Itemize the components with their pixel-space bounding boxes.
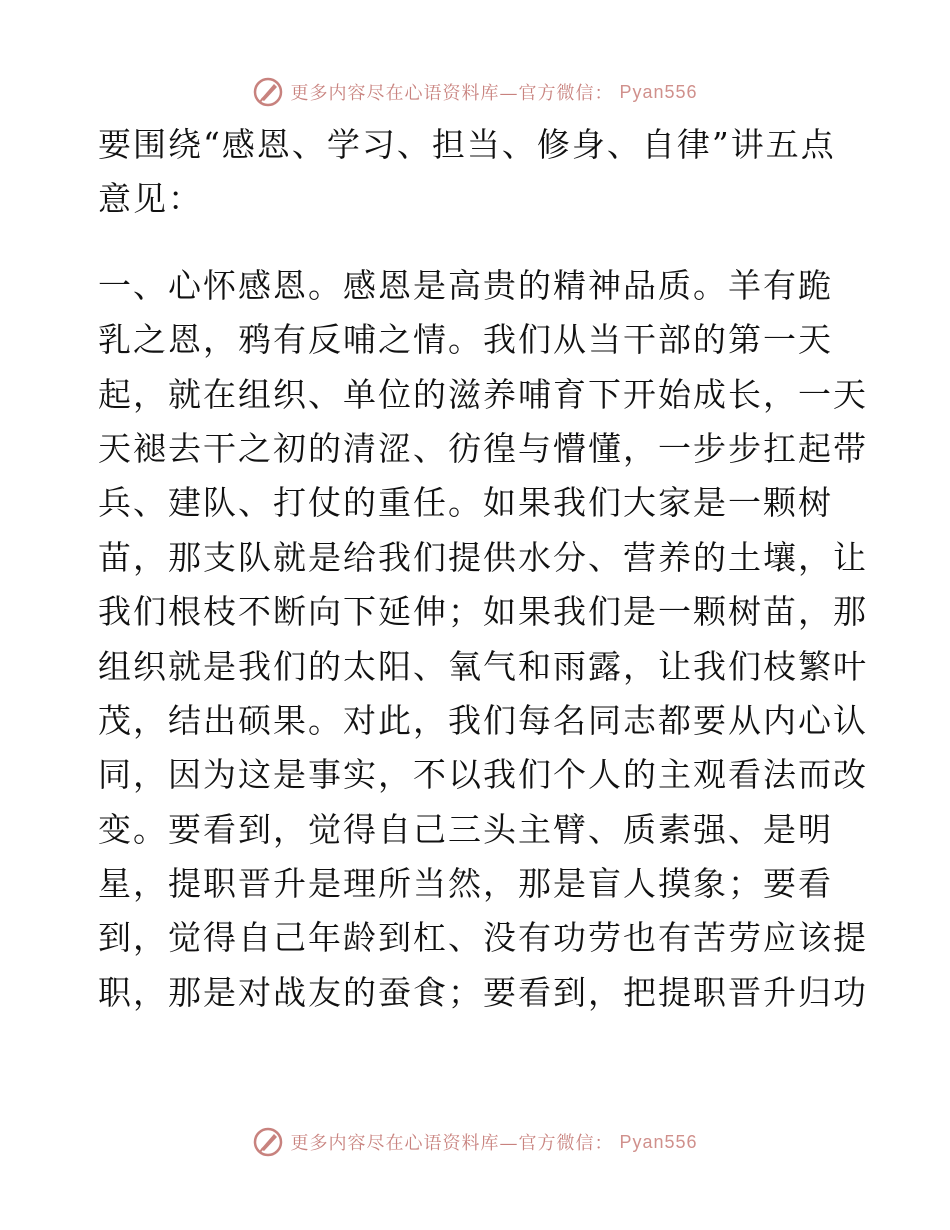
paragraph-gap [98, 227, 858, 259]
paragraph-line: 乳之恩，鸦有反哺之情。我们从当干部的第一天 [98, 320, 833, 360]
wechat-id: Pyan556 [619, 1131, 698, 1152]
section-heading-line: 一、心怀感恩。感恩是高贵的精神品质。羊有跪 [98, 265, 833, 305]
footer-watermark-banner [0, 1122, 950, 1162]
paragraph-line: 职，那是对战友的蚕食；要看到，把提职晋升归功 [98, 972, 868, 1012]
wechat-id: Pyan556 [619, 81, 698, 102]
document-body [98, 118, 868, 1020]
paragraph-line: 组织就是我们的太阳、氧气和雨露，让我们枝繁叶 [98, 646, 868, 686]
watermark-text: 更多内容尽在心语资料库—官方微信： [290, 83, 614, 104]
paragraph-line: 意见： [98, 179, 203, 219]
watermark-text: 更多内容尽在心语资料库—官方微信： [290, 1133, 614, 1154]
paragraph-line: 兵、建队、打仗的重任。如果我们大家是一颗树 [98, 483, 833, 523]
paragraph-line: 同，因为这是事实，不以我们个人的主观看法而改 [98, 755, 868, 795]
quill-pen-icon [252, 76, 284, 108]
paragraph-line: 到，觉得自己年龄到杠、没有功劳也有苦劳应该提 [98, 918, 868, 958]
paragraph-line: 要围绕“感恩、学习、担当、修身、自律”讲五点 [98, 125, 836, 164]
paragraph-line: 天褪去干之初的清涩、彷徨与懵懂，一步步扛起带 [98, 428, 868, 468]
paragraph-line: 苗，那支队就是给我们提供水分、营养的土壤，让 [98, 537, 868, 577]
header-watermark-banner [0, 72, 950, 112]
quill-pen-icon [252, 1126, 284, 1158]
paragraph-line: 星，提职晋升是理所当然，那是盲人摸象；要看 [98, 864, 833, 904]
paragraph-line: 起，就在组织、单位的滋养哺育下开始成长，一天 [98, 374, 868, 414]
paragraph-line: 变。要看到，觉得自己三头主臂、质素强、是明 [98, 809, 833, 849]
paragraph-line: 我们根枝不断向下延伸；如果我们是一颗树苗，那 [98, 592, 868, 632]
paragraph-line: 茂，结出硕果。对此，我们每名同志都要从内心认 [98, 700, 868, 740]
